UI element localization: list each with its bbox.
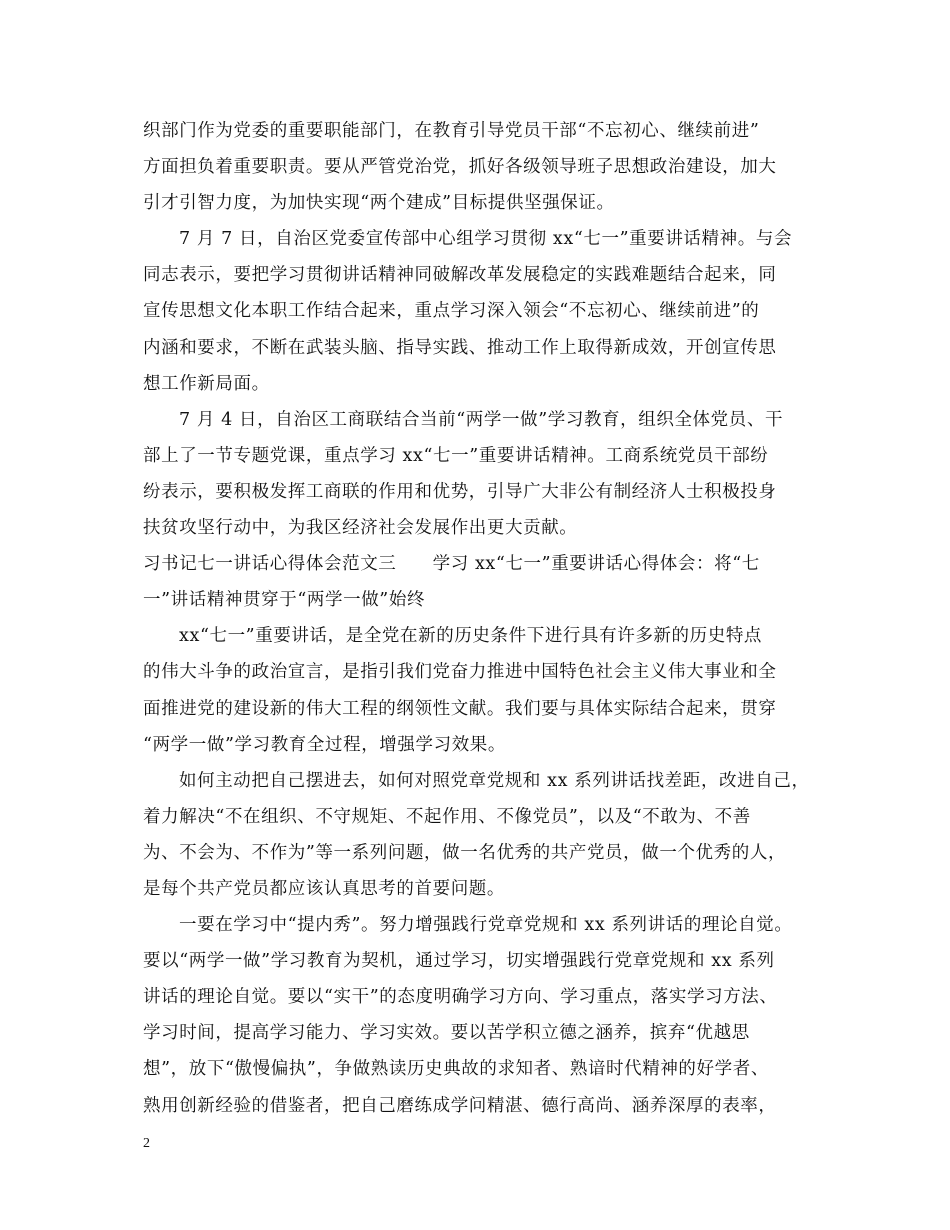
text-line: 扶贫攻坚行动中，为我区经济社会发展作出更大贡献。 [143,518,578,539]
text-line: 熟用创新经验的借鉴者，把自己磨练成学问精湛、德行高尚、涵养深厚的表率， [143,1095,777,1116]
text-line: 学习时间，提高学习能力、学习实效。要以苦学积立德之涵养，摈弃“优越思 [143,1023,750,1044]
text-line: 宣传思想文化本职工作结合起来，重点学习深入领会“不忘初心、继续前进”的 [143,301,760,322]
text-line: 一”讲话精神贯穿于“两学一做”始终 [143,590,426,611]
text-line: 为、不会为、不作为”等一系列问题，做一名优秀的共产党员，做一个优秀的人， [143,842,787,863]
text-line: 的伟大斗争的政治宣言，是指引我们党奋力推进中国特色社会主义伟大事业和全 [143,662,777,683]
text-line: 织部门作为党委的重要职能部门，在教育引导党员干部“不忘初心、继续前进” [143,121,760,141]
text-line: 讲话的理论自觉。要以“实干”的态度明确学习方向、学习重点，落实学习方法、 [143,987,778,1008]
text-line: 是每个共产党员都应该认真思考的首要问题。 [143,878,505,899]
text-line: 想工作新局面。 [143,373,270,394]
text-line: 习书记七一讲话心得体会范文三 学习 xx“七一”重要讲话心得体会：将“七 [143,554,760,575]
text-line: 如何主动把自己摆进去，如何对照党章党规和 xx 系列讲话找差距，改进自己， [179,770,810,791]
text-line: 7 月 4 日，自治区工商联结合当前“两学一做”学习教育，组织全体党员、干 [179,409,784,430]
text-line: 着力解决“不在组织、不守规矩、不起作用、不像党员”，以及“不敢为、不善 [143,806,751,827]
text-line: 想”，放下“傲慢偏执”，争做熟读历史典故的求知者、熟谙时代精神的好学者、 [143,1059,769,1080]
text-line: “两学一做”学习教育全过程，增强学习效果。 [143,734,506,755]
text-line: 纷表示，要积极发挥工商联的作用和优势，引导广大非公有制经济人士积极投身 [143,481,777,502]
text-line: 面推进党的建设新的伟大工程的纲领性文献。我们要与具体实际结合起来，贯穿 [143,698,777,719]
text-line: 同志表示，要把学习贯彻讲话精神同破解改革发展稳定的实践难题结合起来，同 [143,265,777,286]
body-text [143,113,823,1124]
page-number: 2 [143,1136,150,1151]
text-line: 引才引智力度，为加快实现“两个建成”目标提供坚强保证。 [143,193,615,214]
text-line: 7 月 7 日，自治区党委宣传部中心组学习贯彻 xx“七一”重要讲话精神。与会 [179,229,793,250]
text-line: 部上了一节专题党课，重点学习 xx“七一”重要讲话精神。工商系统党员干部纷 [143,445,769,466]
text-line: 方面担负着重要职责。要从严管党治党，抓好各级领导班子思想政治建设，加大 [143,157,777,178]
text-line: 内涵和要求，不断在武装头脑、指导实践、推动工作上取得新成效，开创宣传思 [143,337,777,358]
text-line: xx“七一”重要讲话，是全党在新的历史条件下进行具有许多新的历史特点 [179,626,763,647]
text-line: 一要在学习中“提内秀”。努力增强践行党章党规和 xx 系列讲话的理论自觉。 [179,915,793,936]
text-line: 要以“两学一做”学习教育为契机，通过学习，切实增强践行党章党规和 xx 系列 [143,951,775,972]
